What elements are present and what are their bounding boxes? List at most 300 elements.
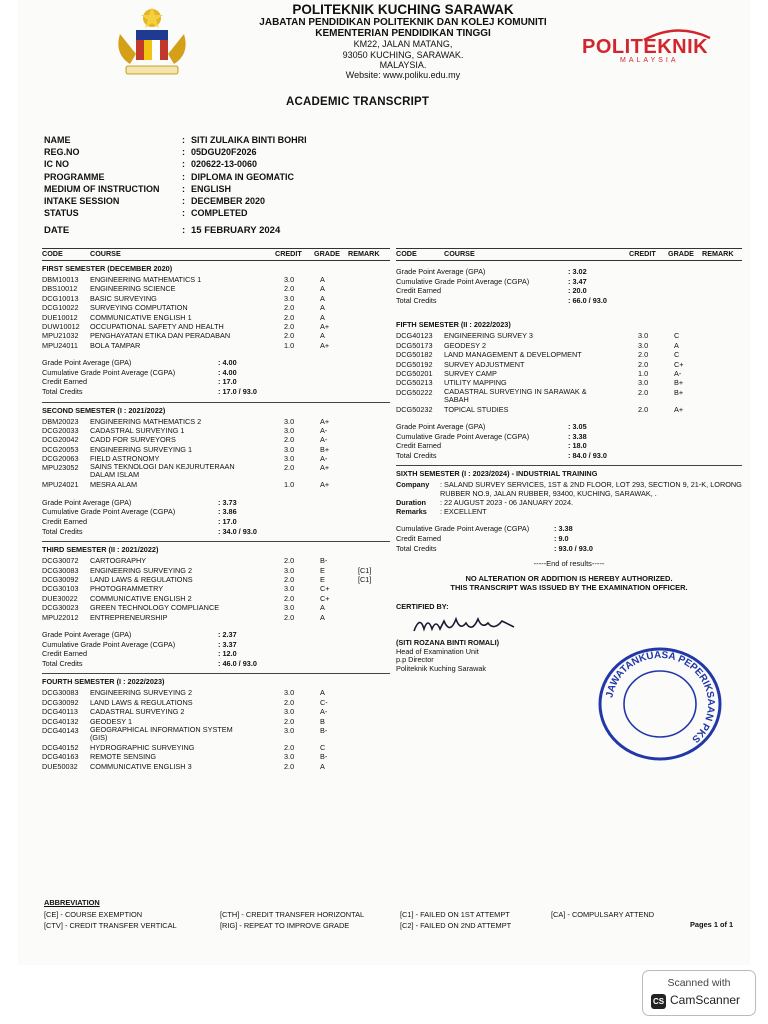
info-row — [44, 135, 307, 147]
course-grade: C+ — [320, 584, 330, 594]
course-grade: A — [320, 275, 325, 284]
course-credit: 2.0 — [284, 761, 295, 771]
course-code: MPU24011 — [42, 340, 78, 350]
section-divider — [42, 673, 390, 674]
info-value: DECEMBER 2020 — [191, 195, 266, 206]
course-name: COMMUNICATIVE ENGLISH 1 — [90, 312, 192, 322]
summary-label: Grade Point Average (GPA) — [396, 267, 486, 276]
abbreviation-item: [CTH] - CREDIT TRANSFER HORIZONTAL — [220, 910, 365, 919]
course-grade: A — [320, 312, 325, 322]
info-row — [44, 208, 307, 220]
course-code: DCG40152 — [42, 742, 79, 752]
course-name: HYDROGRAPHIC SURVEYING — [90, 742, 195, 752]
summary-value: : 66.0 / 93.0 — [568, 295, 607, 305]
camscanner-badge — [642, 970, 756, 1016]
summary-label: Credit Earned — [396, 534, 442, 544]
summary-value: : 84.0 / 93.0 — [568, 450, 607, 460]
course-credit: 3.0 — [284, 688, 295, 698]
course-row — [42, 743, 390, 752]
info-row — [44, 172, 307, 184]
summary-row — [42, 527, 390, 537]
column-header-course: COURSE — [444, 249, 475, 258]
course-grade: B+ — [674, 378, 684, 388]
course-credit: 3.0 — [284, 752, 295, 762]
summary-label: Grade Point Average (GPA) — [396, 422, 486, 432]
course-row — [42, 575, 390, 584]
column-header-code: CODE — [42, 249, 63, 258]
course-row — [396, 350, 742, 359]
summary-value: : 17.0 / 93.0 — [218, 386, 257, 396]
certified-by-label: CERTIFIED BY: — [396, 602, 449, 612]
summary-label: Credit Earned — [396, 441, 442, 451]
course-name: ENGINEERING MATHEMATICS 2 — [90, 416, 202, 426]
abbreviation-item: [CTV] - CREDIT TRANSFER VERTICAL — [44, 921, 177, 930]
summary-value: : 46.0 / 93.0 — [218, 658, 257, 668]
course-credit: 3.0 — [284, 454, 295, 464]
course-code: DBM20023 — [42, 416, 79, 426]
column-header — [42, 248, 390, 261]
notice-block — [396, 574, 742, 592]
course-name: FIELD ASTRONOMY — [90, 454, 160, 464]
course-code: DCG50182 — [396, 350, 433, 360]
document-title: ACADEMIC TRANSCRIPT — [286, 96, 430, 108]
course-name: REMOTE SENSING — [90, 752, 157, 762]
summary-row — [42, 517, 390, 527]
course-credit: 3.0 — [284, 416, 295, 426]
summary-row — [396, 441, 742, 451]
course-grade: A+ — [320, 416, 330, 426]
course-code: DCG50201 — [396, 368, 433, 378]
course-row — [42, 435, 390, 444]
summary-row — [42, 640, 390, 650]
course-credit: 3.0 — [284, 603, 295, 613]
summary-row — [396, 267, 742, 277]
course-name: ENGINEERING SURVEYING 2 — [90, 688, 193, 698]
info-value: ENGLISH — [191, 183, 232, 194]
course-credit: 2.0 — [284, 321, 295, 331]
address-line: MALAYSIA. — [379, 59, 427, 70]
course-grade: A — [320, 688, 325, 698]
course-row — [42, 463, 390, 480]
semester-title: FOURTH SEMESTER (I : 2022/2023) — [42, 677, 165, 687]
course-name: CADASTRAL SURVEYING IN SARAWAK & SABAH — [444, 386, 587, 404]
course-credit: 2.0 — [284, 556, 295, 566]
ministry-name: KEMENTERIAN PENDIDIKAN TINGGI — [315, 28, 491, 40]
summary-label: Credit Earned — [42, 377, 88, 387]
course-row — [42, 613, 390, 622]
abbreviation-item: [CE] - COURSE EXEMPTION — [44, 910, 143, 919]
course-row — [42, 566, 390, 575]
right-column — [396, 248, 742, 674]
course-row — [42, 426, 390, 435]
course-credit: 2.0 — [284, 331, 295, 341]
course-credit: 2.0 — [284, 575, 295, 584]
course-row — [42, 584, 390, 593]
course-grade: C- — [320, 697, 328, 707]
spacer — [396, 305, 742, 317]
course-grade: E — [320, 575, 325, 584]
summary-label: Total Credits — [396, 450, 437, 460]
course-grade: B+ — [674, 387, 684, 397]
course-credit: 2.0 — [284, 697, 295, 707]
stamp-ring-text: JAWATANKUASA PEPERIKSAAN PKS — [604, 649, 717, 745]
course-grade: C+ — [674, 359, 684, 369]
summary-value: : 4.00 — [218, 367, 237, 377]
summary-label: Cumulative Grade Point Average (CGPA) — [42, 507, 176, 517]
info-value: 05DGU20F2026 — [191, 147, 257, 158]
course-credit: 3.0 — [284, 293, 295, 303]
course-row — [42, 341, 390, 350]
department-name: JABATAN PENDIDIKAN POLITEKNIK DAN KOLEJ KOMUNITI — [259, 17, 547, 29]
logo-word: POLITEKNIK — [582, 36, 709, 58]
course-grade: C+ — [320, 593, 330, 603]
course-grade: A — [320, 303, 325, 313]
summary-row — [396, 544, 742, 554]
course-grade: B- — [320, 725, 328, 735]
summary-label: Total Credits — [42, 658, 83, 668]
info-separator: : — [182, 135, 185, 145]
course-row — [42, 275, 390, 284]
summary-row — [396, 296, 742, 306]
course-code: DUE10012 — [42, 312, 78, 322]
course-row — [42, 313, 390, 322]
course-row — [42, 762, 390, 771]
spacer — [42, 350, 390, 358]
course-grade: A- — [320, 707, 328, 717]
summary-row — [42, 358, 390, 368]
info-value: 15 FEBRUARY 2024 — [191, 225, 281, 237]
course-row — [42, 556, 390, 565]
course-grade: A+ — [320, 463, 330, 473]
summary-value: : 3.37 — [218, 639, 237, 649]
summary-row — [396, 524, 742, 534]
course-row — [42, 594, 390, 603]
summary-row — [42, 498, 390, 508]
notice-line: NO ALTERATION OR ADDITION IS HEREBY AUTHORIZED. — [465, 574, 673, 584]
semester-title: SECOND SEMESTER (I : 2021/2022) — [42, 405, 166, 415]
training-label: Duration — [396, 498, 426, 508]
course-row — [42, 752, 390, 761]
course-code: DCG30023 — [42, 603, 79, 613]
spacer — [42, 490, 390, 498]
abbreviation-item: [RIG] - REPEAT TO IMPROVE GRADE — [220, 921, 350, 930]
course-grade: A — [320, 331, 325, 341]
course-code: DCG50192 — [396, 359, 433, 369]
course-grade: A — [320, 284, 325, 294]
course-row — [42, 707, 390, 716]
course-name: MESRA ALAM — [90, 480, 138, 490]
course-grade: A — [674, 340, 679, 350]
summary-value: : 20.0 — [568, 286, 587, 296]
course-code: MPU24021 — [42, 480, 79, 490]
course-grade: B — [320, 716, 325, 726]
course-credit: 3.0 — [284, 707, 295, 717]
summary-value: : 18.0 — [568, 441, 587, 451]
course-name: TOPICAL STUDIES — [444, 404, 509, 414]
info-label: REG.NO — [44, 147, 80, 158]
summary-row — [42, 659, 390, 669]
info-separator: : — [182, 208, 185, 219]
course-code: DCG10013 — [42, 293, 79, 303]
course-credit: 3.0 — [284, 444, 295, 454]
info-label: INTAKE SESSION — [44, 195, 120, 206]
course-code: MPU23052 — [42, 463, 79, 473]
info-label: DATE — [44, 225, 70, 237]
column-header-course: COURSE — [90, 249, 121, 258]
course-credit: 2.0 — [284, 716, 295, 726]
info-value: SITI ZULAIKA BINTI BOHRI — [191, 135, 307, 145]
course-credit: 2.0 — [638, 404, 649, 414]
course-code: DCG50213 — [396, 378, 433, 388]
address-line: 93050 KUCHING, SARAWAK. — [342, 49, 464, 60]
info-value: 020622-13-0060 — [191, 159, 258, 170]
summary-value: : 17.0 — [218, 377, 237, 387]
course-grade: C — [320, 742, 326, 752]
course-grade: A — [320, 612, 325, 622]
course-name: BOLA TAMPAR — [90, 340, 141, 350]
course-credit: 3.0 — [284, 725, 295, 735]
course-code: DCG30103 — [42, 584, 79, 594]
course-name: ENGINEERING MATHEMATICS 1 — [90, 275, 202, 284]
coat-of-arms-icon — [100, 4, 204, 82]
course-grade: A- — [320, 425, 328, 435]
training-row — [396, 507, 742, 516]
column-header-grade: GRADE — [668, 249, 694, 258]
course-row — [42, 603, 390, 612]
politeknik-logo-icon — [582, 28, 742, 66]
summary-label: Grade Point Average (GPA) — [42, 629, 132, 639]
official-stamp-icon — [596, 646, 724, 762]
abbreviation-title: ABBREVIATION — [44, 898, 100, 907]
course-name: LAND MANAGEMENT & DEVELOPMENT — [444, 350, 582, 360]
info-label: NAME — [44, 135, 71, 145]
summary-value: : 34.0 / 93.0 — [218, 526, 257, 536]
summary-label: Grade Point Average (GPA) — [42, 497, 132, 507]
info-row — [44, 147, 307, 159]
column-header-remark: REMARK — [348, 249, 380, 258]
course-name: GEOGRAPHICAL INFORMATION SYSTEM (GIS) — [90, 724, 233, 742]
course-name: PHOTOGRAMMETRY — [90, 584, 164, 594]
info-separator: : — [182, 195, 185, 206]
course-row — [396, 405, 742, 414]
summary-label: Total Credits — [42, 386, 83, 396]
course-grade: B- — [320, 556, 328, 566]
course-credit: 2.0 — [284, 612, 295, 622]
course-code: DCG30092 — [42, 697, 79, 707]
summary-label: Credit Earned — [42, 517, 88, 527]
summary-value: : 4.00 — [218, 358, 237, 368]
course-name: ENGINEERING SURVEYING 1 — [90, 444, 193, 454]
summary-row — [396, 451, 742, 461]
course-name: GREEN TECHNOLOGY COMPLIANCE — [90, 603, 220, 613]
course-credit: 2.0 — [284, 312, 295, 322]
institution-header — [208, 2, 598, 80]
summary-row — [396, 534, 742, 544]
course-code: DCG30092 — [42, 575, 79, 584]
course-grade: A+ — [320, 480, 330, 490]
summary-value: : 93.0 / 93.0 — [554, 543, 593, 553]
institution-name: POLITEKNIK KUCHING SARAWAK — [292, 2, 514, 17]
course-credit: 3.0 — [638, 378, 649, 388]
signature-icon — [410, 611, 520, 639]
summary-label: Credit Earned — [396, 286, 442, 296]
course-code: DCG20033 — [42, 425, 79, 435]
info-value: COMPLETED — [191, 208, 248, 219]
summary-label: Cumulative Grade Point Average (CGPA) — [396, 524, 530, 534]
info-separator: : — [182, 147, 185, 158]
summary-value: : 3.02 — [568, 267, 587, 276]
course-code: DCG50173 — [396, 340, 433, 350]
section-divider — [42, 541, 390, 542]
signatory-name: (SITI ROZANA BINTI ROMALI) — [396, 638, 500, 648]
column-header-grade: GRADE — [314, 249, 340, 258]
course-name: ENGINEERING SURVEYING 2 — [90, 565, 193, 575]
signatory-position: Head of Examination Unit — [396, 646, 479, 656]
course-row — [42, 698, 390, 707]
training-label: Company — [396, 480, 430, 490]
course-code: MPU21032 — [42, 331, 79, 341]
spacer — [42, 622, 390, 630]
course-row — [42, 726, 390, 743]
course-grade: A — [320, 603, 325, 613]
course-code: DCG20063 — [42, 454, 79, 464]
signatory-pp: p.p Director — [396, 655, 434, 665]
notice-line: THIS TRANSCRIPT WAS ISSUED BY THE EXAMINATION OFFICER. — [450, 583, 688, 593]
section-divider — [396, 465, 742, 466]
course-code: DUE30022 — [42, 593, 78, 603]
course-code: DUE50032 — [42, 761, 78, 771]
info-row — [44, 184, 307, 196]
summary-row — [396, 277, 742, 287]
course-row — [396, 369, 742, 378]
course-credit: 2.0 — [284, 303, 295, 313]
training-row — [396, 498, 742, 507]
course-credit: 3.0 — [284, 565, 295, 575]
info-row-date — [44, 225, 307, 237]
training-value: : SALAND SURVEY SERVICES, 1ST & 2ND FLOOR, LOT 293, SECTION 9, 21-K, LORONG RUBBER NO.9, JALAN RUBBER, 93400, KUCHING, SARAWAK, . — [440, 480, 742, 499]
course-name: GEODESY 1 — [90, 716, 133, 726]
info-separator: : — [182, 183, 185, 194]
course-credit: 1.0 — [284, 340, 295, 350]
summary-value: : 3.86 — [218, 507, 237, 517]
semester-title: SIXTH SEMESTER (I : 2023/2024) - INDUSTRIAL TRAINING — [396, 469, 598, 479]
abbreviation-item: [C1] - FAILED ON 1ST ATTEMPT — [400, 910, 510, 919]
course-code: DCG20053 — [42, 444, 79, 454]
spacer — [396, 516, 742, 524]
course-credit: 2.0 — [638, 387, 649, 397]
info-label: IC NO — [44, 159, 70, 170]
course-credit: 2.0 — [284, 593, 295, 603]
course-credit: 3.0 — [638, 331, 649, 341]
course-name: SURVEY ADJUSTMENT — [444, 359, 525, 369]
course-row — [42, 322, 390, 331]
course-code: DCG40163 — [42, 752, 79, 762]
summary-row — [396, 422, 742, 432]
course-row — [42, 303, 390, 312]
abbreviation-item: [CA] - COMPULSARY ATTEND — [551, 910, 655, 919]
course-name: LAND LAWS & REGULATIONS — [90, 697, 193, 707]
course-name: LAND LAWS & REGULATIONS — [90, 575, 193, 584]
info-label: STATUS — [44, 208, 79, 219]
camscanner-icon: CS — [651, 994, 666, 1009]
course-name: COMMUNICATIVE ENGLISH 2 — [90, 593, 192, 603]
course-credit: 2.0 — [284, 742, 295, 752]
course-name: CADASTRAL SURVEYING 2 — [90, 707, 185, 717]
summary-value: : 9.0 — [554, 534, 569, 544]
abbreviation-item: [C2] - FAILED ON 2ND ATTEMPT — [400, 921, 512, 930]
summary-row — [42, 649, 390, 659]
course-row — [42, 417, 390, 426]
summary-value: : 3.05 — [568, 422, 587, 432]
training-row — [396, 480, 742, 498]
course-code: DUW10012 — [42, 321, 80, 331]
course-row — [396, 331, 742, 340]
column-header-credit: CREDIT — [629, 249, 656, 258]
course-credit: 2.0 — [284, 435, 295, 445]
summary-value: : 2.37 — [218, 629, 237, 639]
column-header-code: CODE — [396, 249, 417, 258]
summary-label: Total Credits — [396, 295, 437, 305]
course-name: SAINS TEKNOLOGI DAN KEJURUTERAAN DALAM ISLAM — [90, 462, 235, 480]
course-code: MPU22012 — [42, 612, 79, 622]
course-credit: 2.0 — [638, 350, 649, 360]
course-credit: 1.0 — [638, 368, 649, 378]
summary-label: Credit Earned — [42, 649, 88, 659]
summary-value: : 3.47 — [568, 276, 587, 286]
summary-label: Cumulative Grade Point Average (CGPA) — [42, 639, 176, 649]
summary-label: Cumulative Grade Point Average (CGPA) — [396, 431, 530, 441]
address-line: KM22, JALAN MATANG, — [353, 39, 453, 50]
training-value: : EXCELLENT — [440, 507, 487, 517]
course-grade: C — [674, 331, 680, 341]
summary-row — [42, 368, 390, 378]
course-row — [396, 388, 742, 405]
course-code: DCG30083 — [42, 688, 79, 698]
course-row — [42, 480, 390, 489]
course-code: DCG20042 — [42, 435, 79, 445]
course-grade: B+ — [320, 444, 330, 454]
course-code: DCG40123 — [396, 331, 433, 341]
course-code: DBS10012 — [42, 284, 78, 294]
course-row — [42, 294, 390, 303]
summary-value: : 12.0 — [218, 649, 237, 659]
page-count: Pages 1 of 1 — [690, 920, 734, 929]
course-code: DCG10022 — [42, 303, 79, 313]
info-label: MEDIUM OF INSTRUCTION — [44, 183, 160, 194]
course-row — [396, 360, 742, 369]
logo-subtitle: MALAYSIA — [620, 57, 679, 64]
course-name: OCCUPATIONAL SAFETY AND HEALTH — [90, 321, 224, 331]
summary-row — [42, 507, 390, 517]
course-code: DBM10013 — [42, 275, 79, 284]
info-label: PROGRAMME — [44, 171, 105, 182]
course-name: ENTREPRENEURSHIP — [90, 612, 168, 622]
course-name: CADD FOR SURVEYORS — [90, 435, 176, 445]
course-credit: 3.0 — [284, 425, 295, 435]
summary-value: : 3.38 — [568, 431, 587, 441]
semester-title: THIRD SEMESTER (II : 2021/2022) — [42, 545, 159, 555]
course-grade: A — [320, 293, 325, 303]
info-separator: : — [182, 159, 185, 170]
abbreviations — [44, 898, 744, 930]
course-credit: 1.0 — [284, 480, 295, 490]
course-remark: [C1] — [358, 575, 372, 584]
course-code: DCG30083 — [42, 565, 79, 575]
summary-row — [42, 630, 390, 640]
course-name: CARTOGRAPHY — [90, 556, 147, 566]
summary-label: Grade Point Average (GPA) — [42, 358, 132, 368]
training-value: : 22 AUGUST 2023 - 06 JANUARY 2024. — [440, 498, 574, 508]
